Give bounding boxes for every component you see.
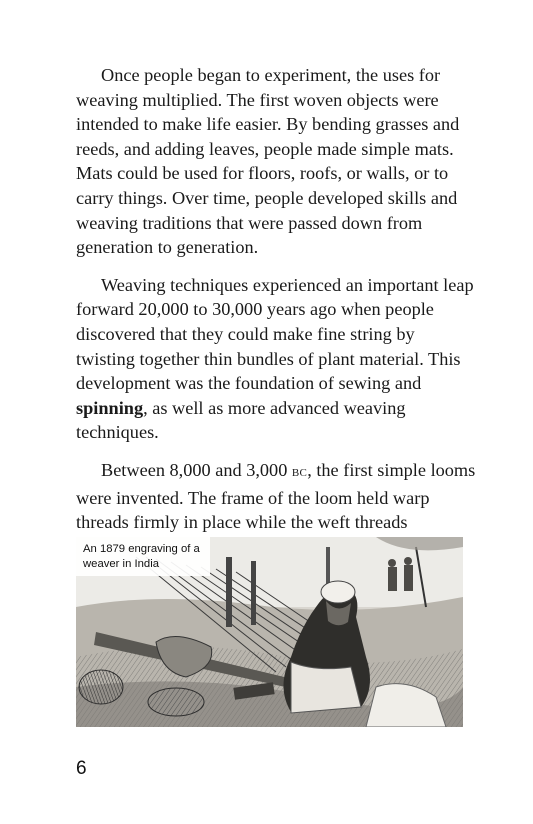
paragraph-1: [76, 63, 476, 260]
paragraph-2-text-end: , as well as more advanced weaving techniques.: [76, 397, 406, 443]
engraving-figure: [76, 537, 463, 727]
paragraph-3: [76, 458, 476, 535]
page-number: 6: [76, 758, 87, 779]
glossary-term-spinning: spinning: [76, 397, 144, 418]
paragraph-2-text-start: Weaving techniques experienced an important leap forward 20,000 to 30,000 years ago when people discovered that they could make fine string by twisting together thin bundles of plant material. This development was the foundation of sewing and: [76, 274, 474, 394]
paragraph-2: [76, 273, 476, 445]
paragraph-3-text-start: Between 8,000 and 3,000: [101, 459, 292, 480]
figure-caption: An 1879 engraving of a weaver in India: [76, 537, 210, 576]
paragraph-3-text-end: , the first simple looms were invented. The frame of the loom held warp threads firmly in place while the weft threads: [76, 459, 476, 533]
paragraph-1-text: Once people began to experiment, the uses for weaving multiplied. The first woven objects were intended to make life easier. By bending grasses and reeds, and adding leaves, people made simple mats. Mats could be used for floors, roofs, or walls, or to carry things. Over time, people developed skills and weaving traditions that were passed down from generation to generation.: [76, 65, 460, 258]
era-abbreviation: BC: [291, 466, 308, 479]
body-text: [76, 63, 476, 548]
